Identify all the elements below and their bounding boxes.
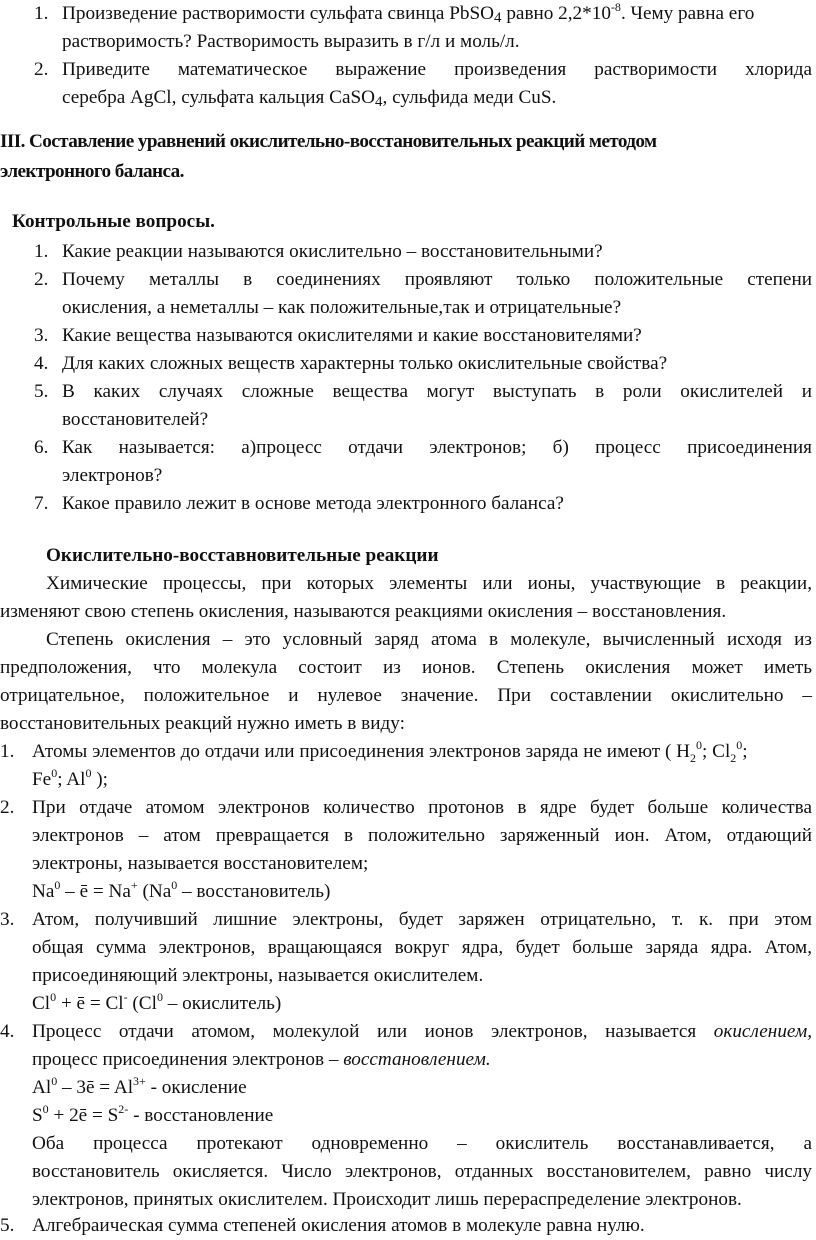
list-item-text: серебра AgCl, сульфата кальция CaSO4, сульфида меди CuS. [62,87,557,110]
list-item-text: Fe$^0$; Al$^0$ ); [32,765,108,790]
list-number: 2. [34,59,49,80]
list-item-text: Атом, получивший лишние электроны, будет заряжен отрицательно, т. к. при этом [32,909,812,930]
equation: $S^0$ + 2ē = $S^{2-}$ - восстановление [32,1101,274,1126]
list-number: 3. [34,325,49,346]
section-heading: III. Составление уравнений окислительно-восстановительных реакций методом [0,131,657,152]
list-item-text: В каких случаях сложные вещества могут выступать в роли окислителей и [62,381,812,402]
list-item-text: восстановителей? [62,409,209,430]
list-number: 1. [34,241,49,262]
list-item-text: общая сумма электронов, вращающаяся вокруг ядра, будет больше заряда ядра. Атом, [32,937,812,958]
list-item-text: Атомы элементов до отдачи или присоединения электронов заряда не имеют ( $H_2^0$; $Cl_2^0$; [32,737,748,765]
list-number: 5. [34,381,49,402]
paragraph-line: восстановительных реакций нужно иметь в виду: [0,713,405,734]
list-item-text: Как называется: а)процесс отдачи электронов; б) процесс присоединения [62,437,812,458]
paragraph-line: Степень окисления – это условный заряд атома в молекуле, вычисленный исходя из [46,629,812,650]
list-item-text: окисления, а неметаллы – как положительные,так и отрицательные? [62,297,622,318]
list-number: 2. [0,797,15,818]
list-item-text: Какое правило лежит в основе метода электронного баланса? [62,493,564,514]
paragraph-line: отрицательное, положительное и нулевое значение. При составлении окислительно – [0,685,812,706]
list-item-text: электронов, принятых окислителем. Происходит лишь перераспределение электронов. [32,1189,742,1210]
list-item-text: При отдаче атомом электронов количество протонов в ядре будет больше количества [32,797,812,818]
list-number: 2. [34,269,49,290]
list-item-text: Приведите математическое выражение произведения растворимости хлорида [62,59,812,80]
list-number: 6. [34,437,49,458]
section-heading: электронного баланса. [0,161,184,182]
list-item-text: электронов? [62,465,163,486]
redox-title: Окислительно-восставновительные реакции [46,545,439,566]
list-item-text: Почему металлы в соединениях проявляют только положительные степени [62,269,812,290]
list-item-text: Произведение растворимости сульфата свинца PbSO4 равно $2,2*10^{-8}$. Чему равна его [62,0,755,26]
list-item-text: процесс присоединения электронов – восстановлением. [32,1049,491,1070]
list-item-text: Процесс отдачи атомом, молекулой или ионов электронов, называется окислением, [32,1021,812,1042]
list-item-text: растворимость? Растворимость выразить в г/л и моль/л. [62,31,520,52]
paragraph-line: предположения, что молекула состоит из ионов. Степень окисления может иметь [0,657,812,678]
list-item-text: электронов – атом превращается в положительно заряженный ион. Атом, отдающий [32,825,812,846]
equation: Na$^0$ – ē = Na+ (Na$^0$ – восстановитель) [32,877,331,902]
list-item-text: Оба процесса протекают одновременно – окислитель восстанавливается, а [32,1133,812,1154]
list-number: 7. [34,493,49,514]
list-number: 1. [34,3,49,24]
list-number: 4. [0,1021,15,1042]
list-item-text: Для каких сложных веществ характерны только окислительные свойства? [62,353,668,374]
equation: $Cl^0$ + ē = Cl- (Cl$^0$ – окислитель) [32,989,282,1014]
list-item-text: присоединяющий электроны, называется окислителем. [32,965,484,986]
list-item-text: Какие вещества называются окислителями и какие восстановителями? [62,325,642,346]
list-item-text: Какие реакции называются окислительно – восстановительными? [62,241,603,262]
equation: Al$^0$ – 3ē = $Al^{3+}$ - окисление [32,1073,247,1098]
list-item-text: восстановитель окисляется. Число электронов, отданных восстановителем, равно числу [32,1161,812,1182]
list-number: 3. [0,909,15,930]
paragraph-line: Химические процессы, при которых элементы или ионы, участвующие в реакции, [46,573,812,594]
list-number: 4. [34,353,49,374]
list-item-text: электроны, называется восстановителем; [32,853,369,874]
control-questions-title: Контрольные вопросы. [12,211,215,232]
paragraph-line: изменяют свою степень окисления, называются реакциями окисления – восстановления. [0,601,727,622]
list-number: 5. [0,1215,15,1236]
list-item-text: Алгебраическая сумма степеней окисления атомов в молекуле равна нулю. [32,1215,645,1236]
list-number: 1. [0,741,15,762]
